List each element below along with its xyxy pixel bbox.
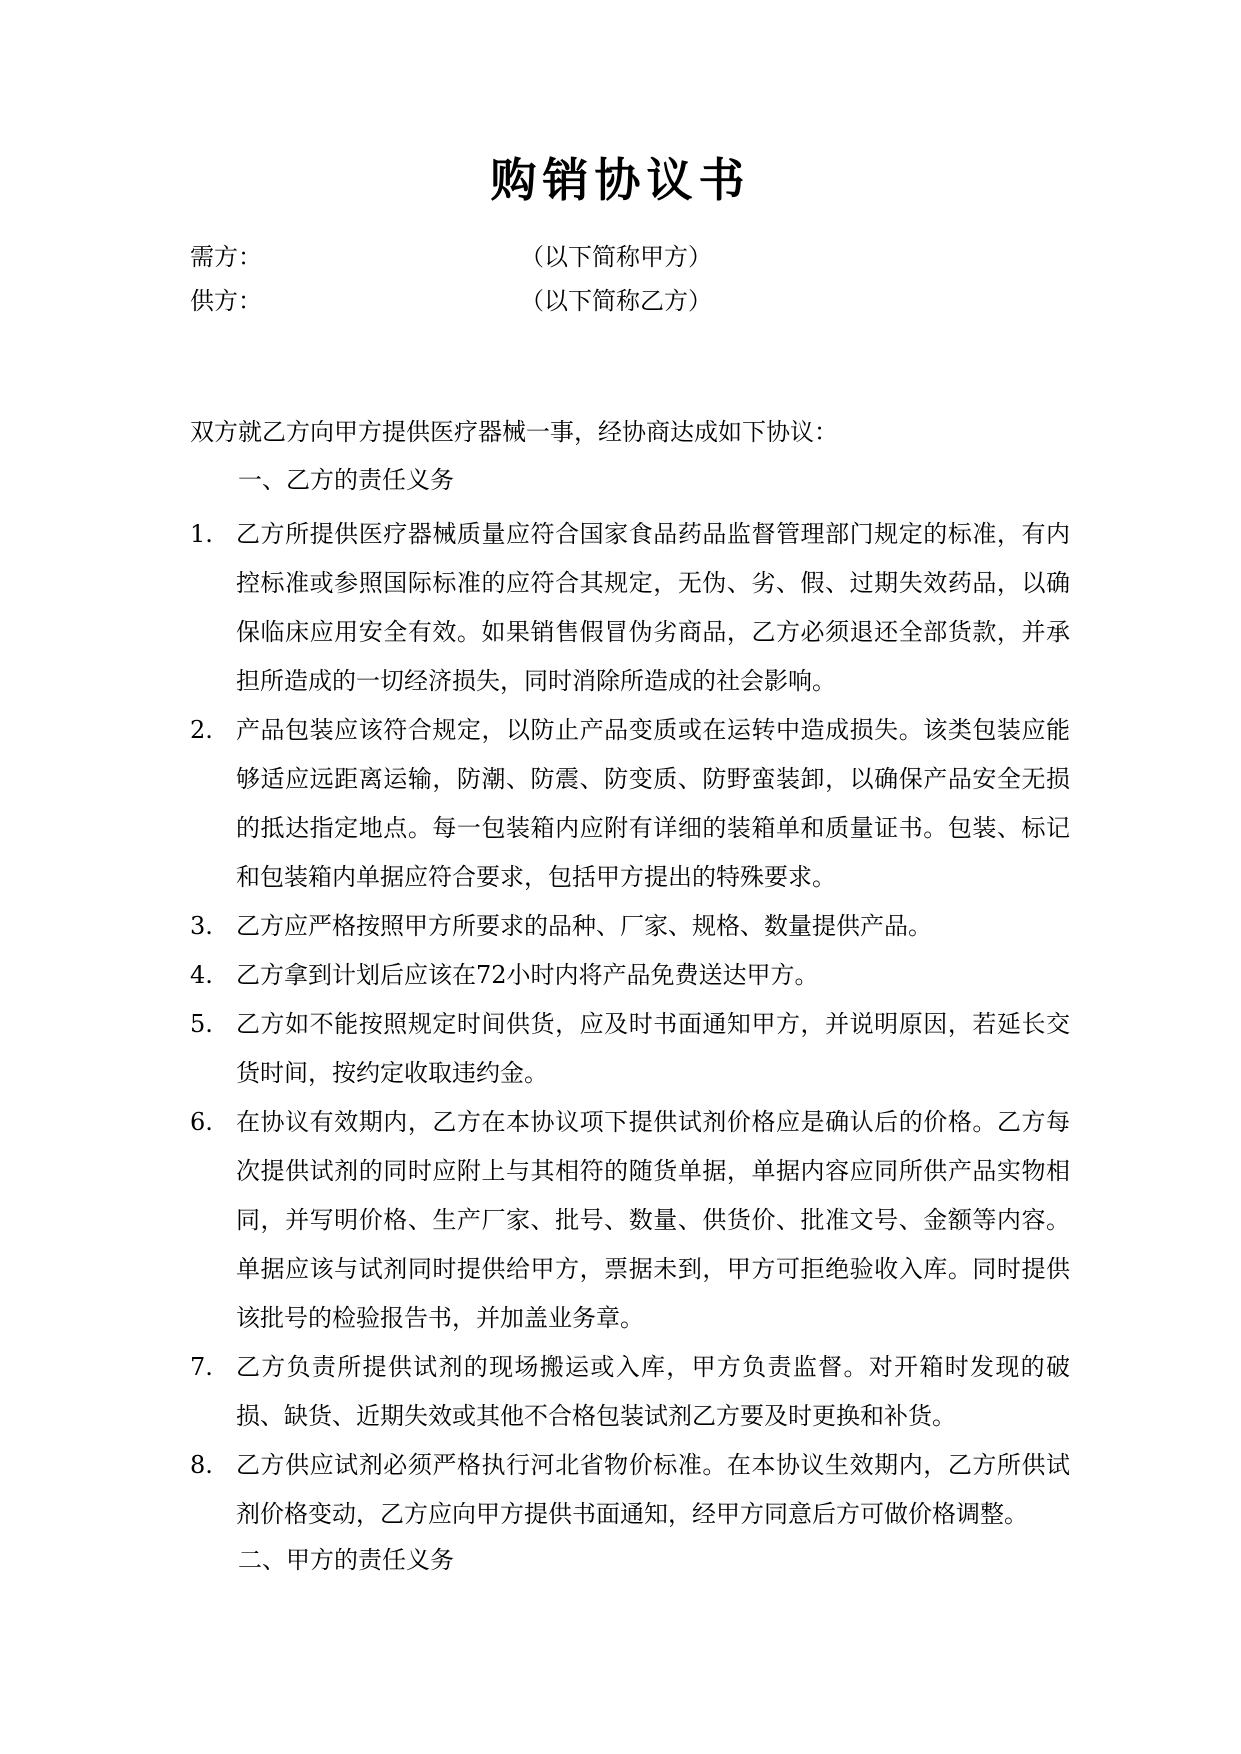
- party-supply-alias: （以下简称乙方）: [520, 287, 712, 315]
- clause-item: [190, 1343, 1070, 1441]
- clause-item: [190, 951, 1070, 1000]
- clause-item: [190, 1098, 1070, 1343]
- clause-text: 乙方应严格按照甲方所要求的品种、厂家、规格、数量提供产品。: [236, 912, 932, 940]
- clause-text: 产品包装应该符合规定，以防止产品变质或在运转中造成损失。该类包装应能够适应远距离运输，防潮、防震、防变质、防野蛮装卸，以确保产品安全无损的抵达指定地点。每一包装箱内应附有详细的装箱单和质量证书。包装、标记和包装箱内单据应符合要求，包括甲方提出的特殊要求。: [236, 716, 1070, 891]
- clause-item: [190, 510, 1070, 706]
- section-heading-supplier-duties: 一、乙方的责任义务: [238, 466, 454, 494]
- clause-item: [190, 902, 1070, 951]
- clause-text: 乙方供应试剂必须严格执行河北省物价标准。在本协议生效期内，乙方所供试剂价格变动，乙方应向甲方提供书面通知，经甲方同意后方可做价格调整。: [236, 1451, 1070, 1528]
- document-title: 购销协议书: [490, 153, 751, 207]
- clause-number: 5.: [190, 1010, 213, 1038]
- clause-item: [190, 1000, 1070, 1098]
- clause-text: 在协议有效期内，乙方在本协议项下提供试剂价格应是确认后的价格。乙方每次提供试剂的同时应附上与其相符的随货单据，单据内容应同所供产品实物相同，并写明价格、生产厂家、批号、数量、供货价、批准文号、金额等内容。单据应该与试剂同时提供给甲方，票据未到，甲方可拒绝验收入库。同时提供该批号的检验报告书，并加盖业务章。: [236, 1108, 1070, 1332]
- clause-item: [190, 1441, 1070, 1539]
- clause-text: 乙方如不能按照规定时间供货，应及时书面通知甲方，并说明原因，若延长交货时间，按约定收取违约金。: [236, 1010, 1070, 1087]
- clause-text: 乙方拿到计划后应该在72小时内将产品免费送达甲方。: [236, 961, 819, 989]
- party-demand-row: [190, 237, 1090, 277]
- clause-number: 1.: [190, 520, 213, 548]
- clause-text: 乙方负责所提供试剂的现场搬运或入库，甲方负责监督。对开箱时发现的破损、缺货、近期失效或其他不合格包装试剂乙方要及时更换和补货。: [236, 1353, 1070, 1430]
- party-demand-label: 需方：: [190, 243, 262, 271]
- clause-number: 8.: [190, 1451, 213, 1479]
- section-heading-buyer-duties: 二、甲方的责任义务: [238, 1546, 454, 1574]
- party-supply-label: 供方：: [190, 287, 262, 315]
- clause-list: [190, 510, 1070, 1581]
- clause-number: 2.: [190, 716, 213, 744]
- party-supply-row: [190, 281, 1090, 321]
- party-demand-alias: （以下简称甲方）: [520, 243, 712, 271]
- clause-number: 3.: [190, 912, 213, 940]
- clause-number: 4.: [190, 961, 213, 989]
- clause-number: 6.: [190, 1108, 213, 1136]
- agreement-intro: 双方就乙方向甲方提供医疗器械一事，经协商达成如下协议：: [190, 418, 838, 446]
- clause-number: 7.: [190, 1353, 213, 1381]
- clause-item: [190, 706, 1070, 902]
- clause-text: 乙方所提供医疗器械质量应符合国家食品药品监督管理部门规定的标准，有内控标准或参照国际标准的应符合其规定，无伪、劣、假、过期失效药品，以确保临床应用安全有效。如果销售假冒伪劣商品，乙方必须退还全部货款，并承担所造成的一切经济损失，同时消除所造成的社会影响。: [236, 520, 1070, 695]
